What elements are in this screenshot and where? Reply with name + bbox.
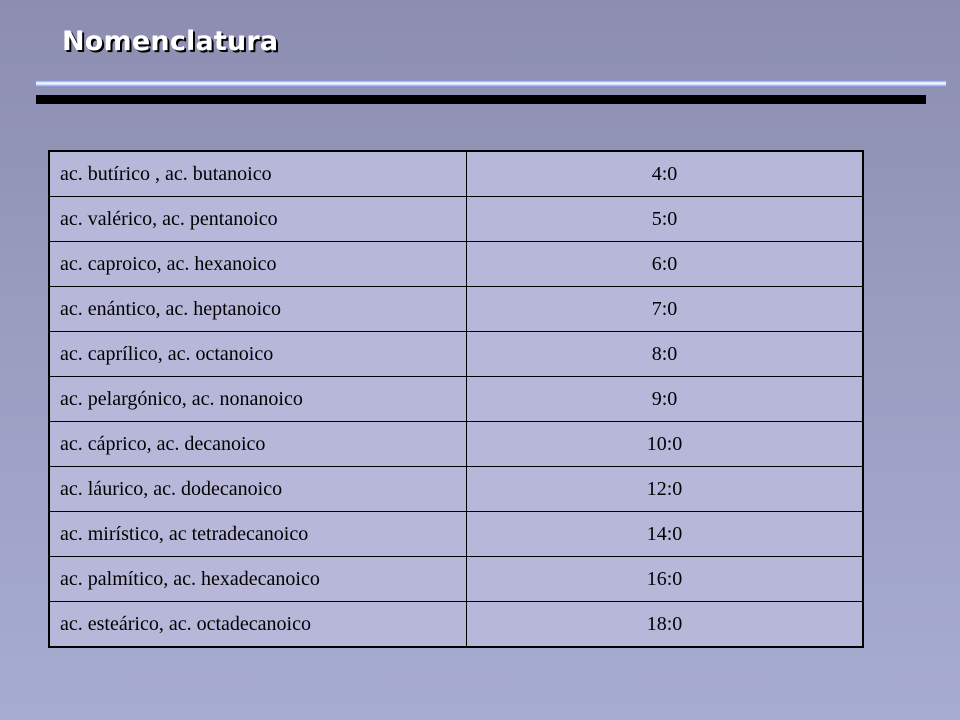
slide-title: Nomenclatura xyxy=(62,26,279,57)
table-row xyxy=(49,557,863,602)
carbon-notation-cell: 16:0 xyxy=(467,557,864,602)
acid-name-cell: ac. caproico, ac. hexanoico xyxy=(49,242,467,287)
carbon-notation-cell: 4:0 xyxy=(467,151,864,197)
acid-name-cell: ac. esteárico, ac. octadecanoico xyxy=(49,602,467,648)
acid-name-cell: ac. mirístico, ac tetradecanoico xyxy=(49,512,467,557)
table-row xyxy=(49,151,863,197)
acid-name-cell: ac. valérico, ac. pentanoico xyxy=(49,197,467,242)
acid-name-cell: ac. láurico, ac. dodecanoico xyxy=(49,467,467,512)
table-row xyxy=(49,242,863,287)
table-row xyxy=(49,377,863,422)
carbon-notation-cell: 9:0 xyxy=(467,377,864,422)
table-row xyxy=(49,467,863,512)
acid-name-cell: ac. enántico, ac. heptanoico xyxy=(49,287,467,332)
table-row xyxy=(49,287,863,332)
nomenclature-table xyxy=(48,150,864,648)
acid-name-cell: ac. palmítico, ac. hexadecanoico xyxy=(49,557,467,602)
title-underline-light xyxy=(36,80,946,87)
title-underline-dark xyxy=(36,95,926,104)
carbon-notation-cell: 10:0 xyxy=(467,422,864,467)
carbon-notation-cell: 18:0 xyxy=(467,602,864,648)
table-row xyxy=(49,332,863,377)
acid-name-cell: ac. cáprico, ac. decanoico xyxy=(49,422,467,467)
table-row xyxy=(49,197,863,242)
carbon-notation-cell: 7:0 xyxy=(467,287,864,332)
acid-name-cell: ac. butírico , ac. butanoico xyxy=(49,151,467,197)
table-row xyxy=(49,602,863,648)
acid-name-cell: ac. caprílico, ac. octanoico xyxy=(49,332,467,377)
carbon-notation-cell: 12:0 xyxy=(467,467,864,512)
nomenclature-table-container xyxy=(48,150,864,648)
table-row xyxy=(49,512,863,557)
acid-name-cell: ac. pelargónico, ac. nonanoico xyxy=(49,377,467,422)
carbon-notation-cell: 6:0 xyxy=(467,242,864,287)
carbon-notation-cell: 8:0 xyxy=(467,332,864,377)
carbon-notation-cell: 5:0 xyxy=(467,197,864,242)
table-row xyxy=(49,422,863,467)
carbon-notation-cell: 14:0 xyxy=(467,512,864,557)
